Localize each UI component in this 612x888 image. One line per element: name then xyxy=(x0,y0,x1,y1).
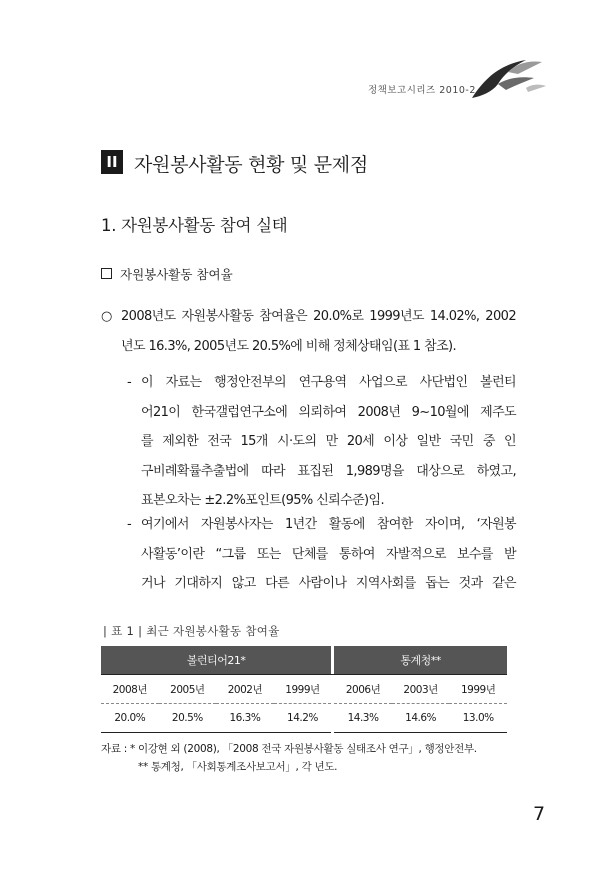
table-value-cell: 14.6% xyxy=(392,704,450,733)
box-bullet-item xyxy=(101,265,233,283)
table-value-cell: 16.3% xyxy=(216,704,274,733)
checkbox-square-icon xyxy=(101,268,112,279)
paragraph-line: 이 자료는 행정안전부의 연구용역 사업으로 사단법인 볼런티 xyxy=(141,375,516,390)
table-value-cell: 20.5% xyxy=(159,704,217,733)
participation-rate-table xyxy=(101,646,507,733)
paragraph-line: 거나 기대하지 않고 다른 사람이나 지역사회를 돕는 것과 같은 xyxy=(141,576,516,591)
paragraph-line: 년도 16.3%, 2005년도 20.5%에 비해 정체상태임(표 1 참조). xyxy=(121,338,457,354)
table-group-header: 통계청** xyxy=(334,646,507,675)
source-note-line: 자료 : * 이강현 외 (2008), 「2008 전국 자원봉사활동 실태조사 연구」, 행정안전부. xyxy=(101,743,477,755)
source-note-line: ** 통계청, 「사회통계조사보고서」, 각 년도. xyxy=(138,761,338,773)
table-year-cell: 2003년 xyxy=(392,675,450,704)
table-caption: | 표 1 | 최근 자원봉사활동 참여율 xyxy=(103,624,280,638)
table-year-cell: 2005년 xyxy=(159,675,217,704)
table-value-cell: 14.3% xyxy=(334,704,392,733)
dash-bullet-icon: - xyxy=(127,375,132,390)
table-value-cell: 20.0% xyxy=(101,704,159,733)
circle-bullet-icon: ○ xyxy=(101,309,112,324)
page-number: 7 xyxy=(533,803,546,825)
paragraph-line: 구비례확률추출법에 따라 표집된 1,989명을 대상으로 하였고, xyxy=(141,463,516,479)
paragraph-line: 사활동’이란 “그룹 또는 단체를 통하여 자발적으로 보수를 받 xyxy=(141,546,516,562)
paragraph-line: 를 제외한 전국 15개 시·도의 만 20세 이상 일반 국민 중 인 xyxy=(141,434,516,449)
subsection-title: 1. 자원봉사활동 참여 실태 xyxy=(101,216,288,235)
dash-item-survey-note xyxy=(122,368,516,516)
section-number-badge: II xyxy=(101,150,123,174)
table-source-notes xyxy=(101,740,477,776)
table-value-cell: 14.2% xyxy=(274,704,332,733)
table-year-cell: 1999년 xyxy=(449,675,507,704)
table-year-cell: 1999년 xyxy=(274,675,332,704)
paragraph-circle-bullet xyxy=(101,302,516,361)
table-year-cell: 2008년 xyxy=(101,675,159,704)
report-series-label: 정책보고시리즈 2010-2 xyxy=(368,85,476,96)
box-bullet-label: 자원봉사활동 참여율 xyxy=(120,267,233,282)
paragraph-line: 어21이 한국갤럽연구소에 의뢰하여 2008년 9~10월에 제주도 xyxy=(141,404,516,420)
section-title: 자원봉사활동 현황 및 문제점 xyxy=(134,154,368,176)
table-year-cell: 2002년 xyxy=(216,675,274,704)
dash-item-definition xyxy=(122,510,516,599)
paragraph-line: 표본오차는 ±2.2%포인트(95% 신뢰수준)임. xyxy=(141,493,385,508)
table-value-cell: 13.0% xyxy=(449,704,507,733)
dash-bullet-icon: - xyxy=(127,517,132,532)
paragraph-line: 2008년도 자원봉사활동 참여율은 20.0%로 1999년도 14.02%, 2002 xyxy=(121,309,516,324)
table-year-cell: 2006년 xyxy=(334,675,392,704)
paragraph-line: 여기에서 자원봉사자는 1년간 활동에 참여한 자이며, ‘자원봉 xyxy=(141,517,516,532)
table-group-header: 볼런티어21* xyxy=(101,646,331,675)
bird-logo-icon xyxy=(468,54,548,104)
